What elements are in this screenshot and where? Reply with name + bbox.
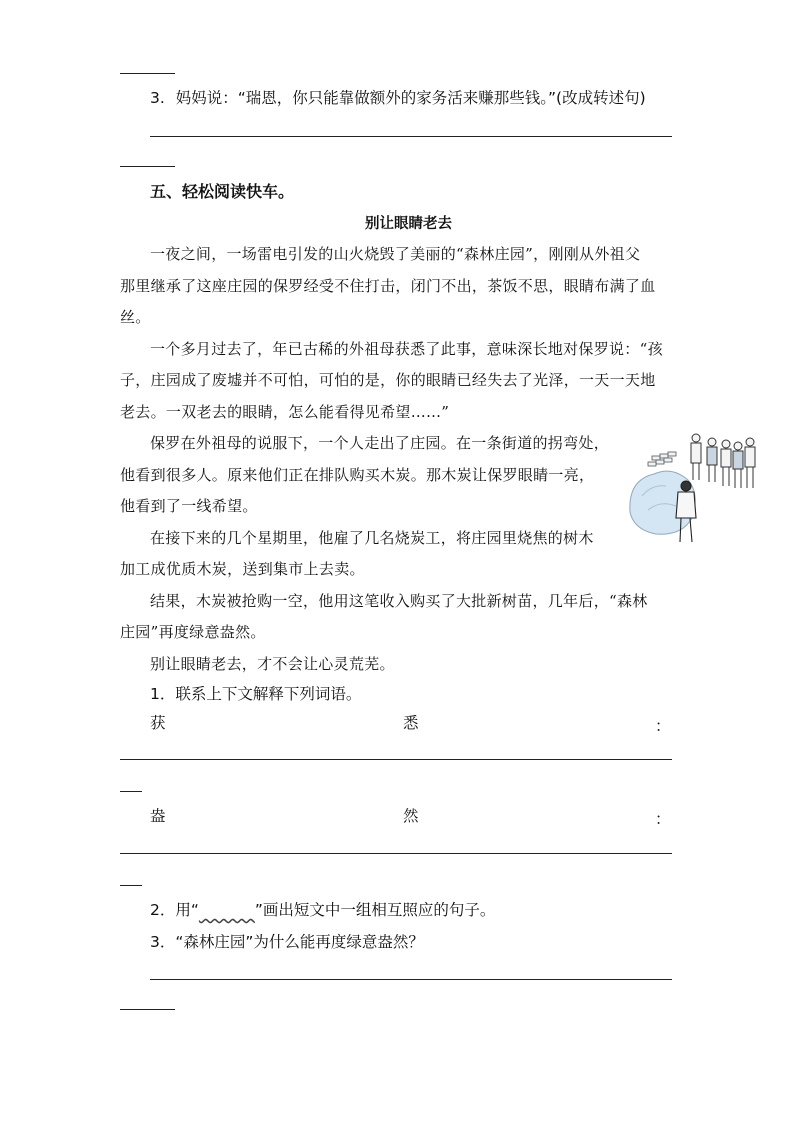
colon-mark: ：	[655, 810, 671, 828]
answer-line[interactable]	[150, 136, 672, 137]
colon-mark: ：	[655, 717, 671, 735]
question-2-prefix: 2．用“	[150, 901, 199, 919]
paragraph-line: 老去。一双老去的眼睛，怎么能看得见希望……”	[120, 403, 450, 421]
story-illustration	[626, 430, 764, 548]
wavy-underline-sample	[199, 901, 255, 919]
paragraph-line: 他看到了一线希望。	[120, 497, 258, 515]
prev-question-3	[150, 88, 646, 108]
question-1: 1．联系上下文解释下列词语。	[150, 685, 362, 703]
question-text: 妈妈说：“瑞恩，你只能靠做额外的家务活来赚那些钱。”(改成转述句)	[175, 89, 646, 107]
word-char: 获	[150, 714, 166, 732]
answer-line-tail	[120, 166, 175, 167]
charcoal-stack	[648, 452, 676, 466]
queue-people	[691, 434, 755, 488]
question-2-suffix: ”画出短文中一组相互照应的句子。	[254, 901, 496, 919]
paragraph-line: 在接下来的几个星期里，他雇了几名烧炭工，将庄园里烧焦的树木	[150, 529, 594, 547]
paragraph-line: 一个多月过去了，年已古稀的外祖母获悉了此事，意味深长地对保罗说：“孩	[150, 340, 663, 358]
paragraph-line: 别让眼睛老去，才不会让心灵荒芜。	[150, 655, 395, 673]
paragraph-line: 加工成优质木炭，送到集市上去卖。	[120, 560, 365, 578]
paragraph-line: 子，庄园成了废墟并不可怕，可怕的是，你的眼睛已经失去了光泽，一天一天地	[120, 371, 656, 389]
question-number: 3.	[150, 89, 165, 107]
paragraph-line: 他看到很多人。原来他们正在排队购买木炭。那木炭让保罗眼睛一亮，	[120, 466, 595, 484]
paragraph-line: 丝。	[120, 308, 151, 326]
answer-line[interactable]	[150, 979, 672, 980]
paragraph-line: 结果，木炭被抢购一空，他用这笔收入购买了大批新树苗，几年后，“森林	[150, 592, 648, 610]
story-title: 别让眼睛老去	[365, 216, 452, 232]
question-3: 3．“森林庄园”为什么能再度绿意盎然？	[150, 933, 424, 951]
answer-line[interactable]	[120, 759, 672, 760]
answer-line-tail	[120, 791, 142, 792]
section-heading: 五、轻松阅读快车。	[150, 182, 295, 201]
answer-line[interactable]	[120, 853, 672, 854]
answer-line-tail	[120, 885, 142, 886]
question-2	[150, 900, 495, 920]
answer-line-tail	[120, 73, 175, 74]
word-char: 悉	[403, 714, 419, 732]
word-char: 然	[403, 807, 419, 825]
answer-line-tail	[120, 1009, 175, 1010]
paragraph-line: 那里继承了这座庄园的保罗经受不住打击，闭门不出，茶饭不思，眼睛布满了血	[120, 277, 656, 295]
paragraph-line: 一夜之间，一场雷电引发的山火烧毁了美丽的“森林庄园”，刚刚从外祖父	[150, 245, 641, 263]
word-char: 盎	[150, 807, 166, 825]
paragraph-line: 庄园”再度绿意盎然。	[120, 623, 266, 641]
paragraph-line: 保罗在外祖母的说服下，一个人走出了庄园。在一条街道的拐弯处，	[150, 434, 610, 452]
